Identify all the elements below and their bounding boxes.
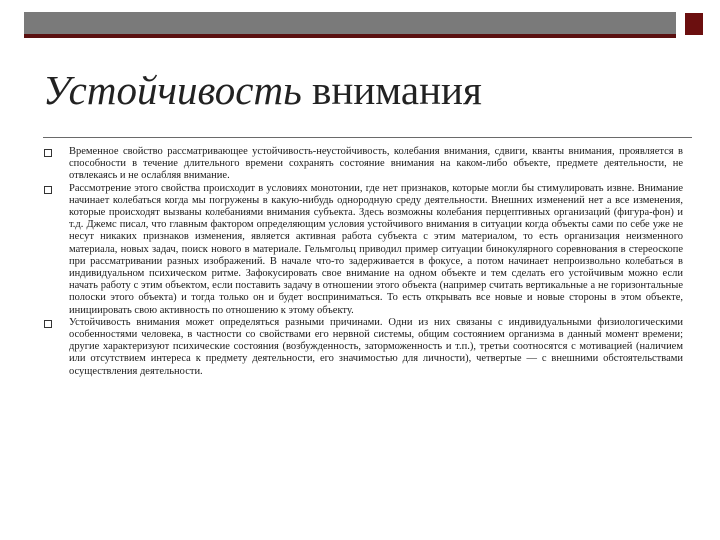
header-accent-line: [24, 34, 676, 38]
bullet-item: [43, 317, 683, 378]
header-bar: [24, 12, 676, 34]
bullet-text: Временное свойство рассматривающее устойчивость-неустойчивость, колебания внимания, сдвиги, кванты внимания, проявляется в способности в течение длительного времени сохранять состояние внимания на каком-либо объекте, предмете деятельности, не отвлекаясь и не ослабляя внимание.: [69, 146, 683, 182]
bullet-text: Устойчивость внимания может определяться разными причинами. Одни из них связаны с индивидуальными физиологическими особенностями человека, в частности со свойствами его нервной системы, общим состоянием организма в данный момент времени; другие характеризуют психические состояния (возбужденность, заторможенность и т.п.), третьи соотносятся с мотивацией (наличием или отсутствием интереса к предмету деятельности, его значимостью для личности), четвертые — с внешними обстоятельствами осуществления деятельности.: [69, 316, 683, 377]
corner-accent-box: [685, 13, 703, 35]
square-bullet-icon: [44, 186, 52, 194]
slide-title: [43, 64, 482, 116]
bullet-item: [43, 183, 683, 317]
square-bullet-icon: [44, 149, 52, 157]
square-bullet-icon: [44, 320, 52, 328]
bullet-item: [43, 146, 683, 183]
slide-title-rest: внимания: [301, 67, 482, 113]
bullet-text: Рассмотрение этого свойства происходит в условиях монотонии, где нет признаков, которые могли бы стимулировать извне. Внимание начинает колебаться когда мы погружены в какую-нибудь однородную среду деятельности. Внешних изменений нет а все изменения, которые происходят вызваны колебаниями внимания субъекта. Здесь возможны колебания перцептивных организаций (фигура-фон) и т.д. Джемс писал, что главным фактором определяющим условия устойчивого внимания в ситуации когда объекты сами по себе уже не несут никаких признаков изменения, является активная работа субъекта с этим материалом, то есть организация неизменного материала, новых задач, поиск нового в материале. Гельмгольц приводил пример ситуации бинокулярного соревнования в стереоскопе при рассматривании разных изображений. В начале что-то задерживается в фокусе, а потом начинает непроизвольно колебаться в индивидуальном психическом ритме. Зафокусировать свое внимание на одном объекте и тем сделать его устойчивым можно если начать работу с этим объектом, если поставить задачу в отношении этого объекта (например считать вертикальные а не горизонтальные полоски этого объекта) и тогда только он и будет восприниматься. То есть открывать все новые и новые стороны в этом объекте, инициировать свою активность по отношению к этому объекту.: [69, 182, 683, 316]
bullet-list: [43, 146, 683, 378]
slide-title-italic: Устойчивость: [43, 67, 302, 113]
title-divider: [43, 137, 692, 138]
